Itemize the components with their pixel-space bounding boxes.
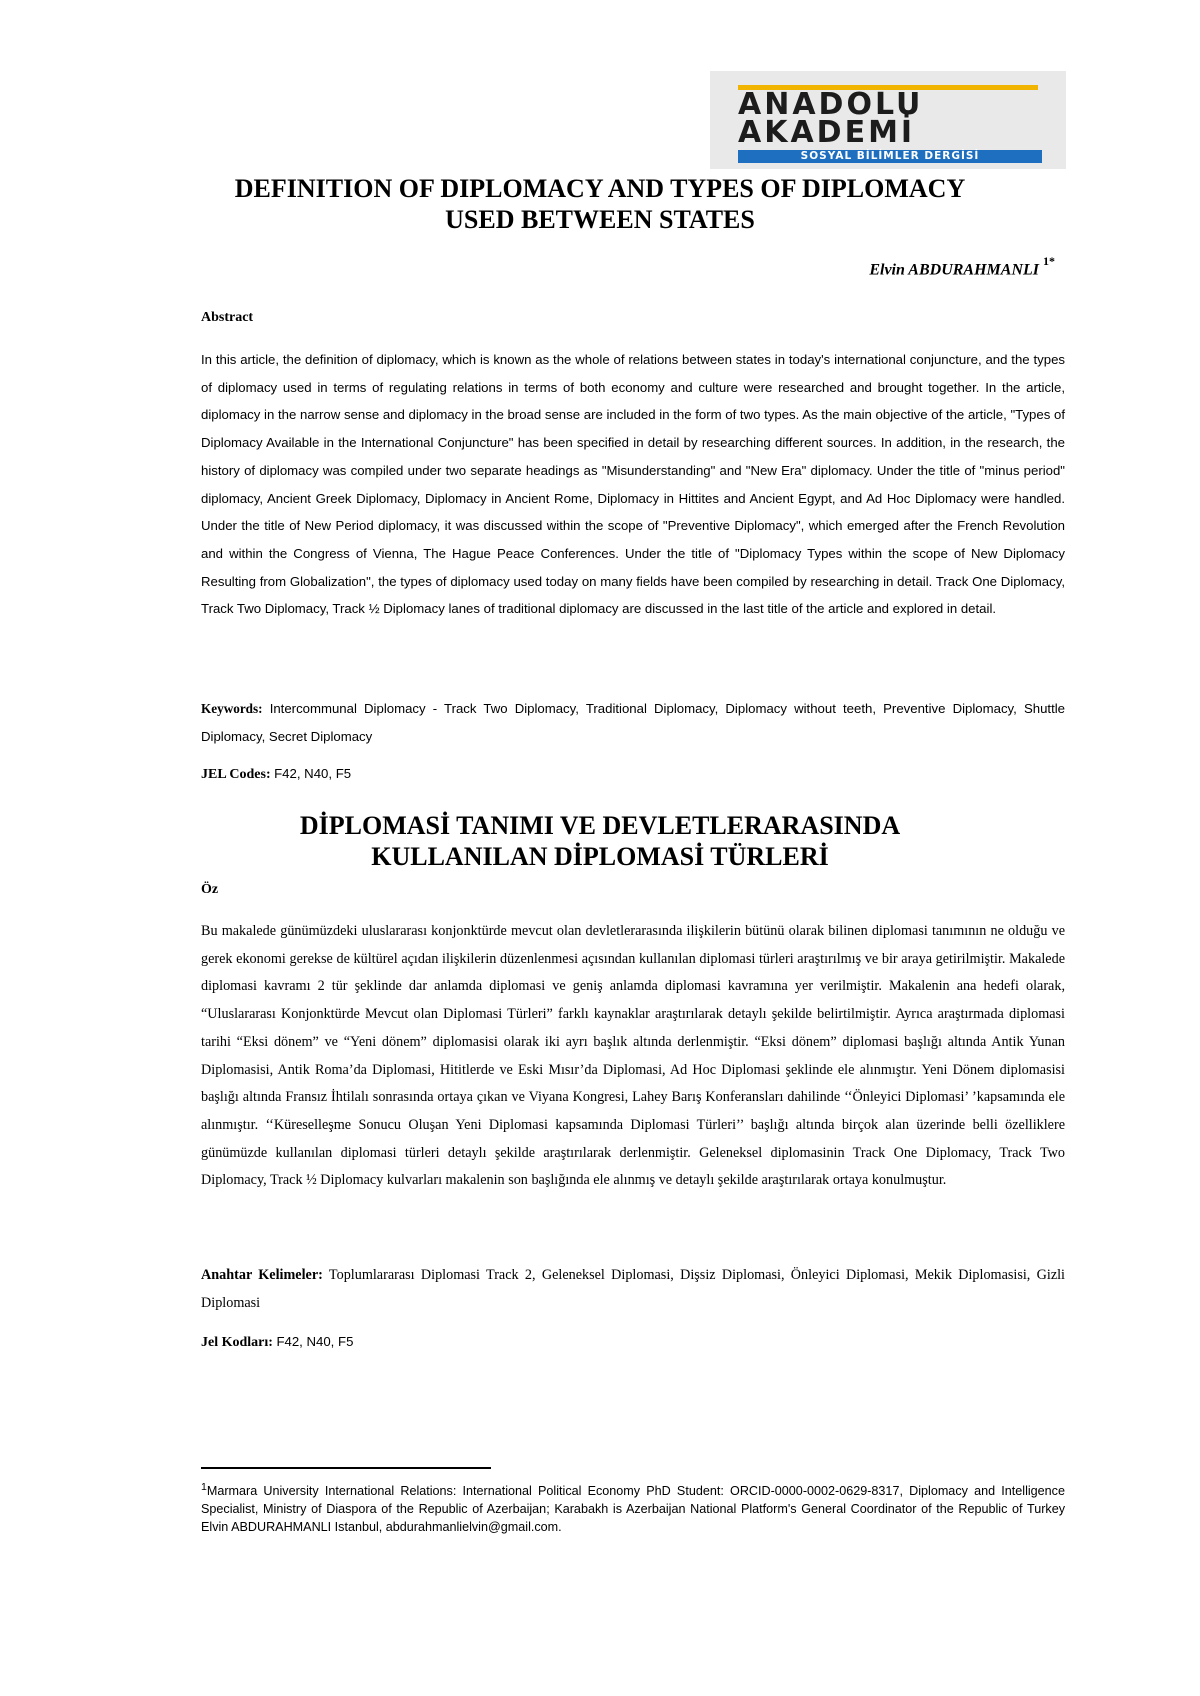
keywords-value: Intercommunal Diplomacy - Track Two Diplomacy, Traditional Diplomacy, Diplomacy without teeth, Preventive Diplomacy, Shuttle Diplomacy, Secret Diplomacy — [201, 701, 1065, 744]
jel-kodlari-value: F42, N40, F5 — [276, 1334, 354, 1349]
english-title-line2: USED BETWEEN STATES — [445, 205, 755, 234]
abstract-heading-block — [201, 310, 1065, 326]
keywords-en — [201, 695, 1065, 750]
jel-value: F42, N40, F5 — [274, 766, 352, 781]
footnote-text: Marmara University International Relations: International Political Economy PhD Student: ORCID-0000-0002-0629-8317, Diplomacy and Intelligence Specialist, Ministry of Diaspora of the Republic of Azerbaijan; Karabakh is Azerbaijan National Platform's General Coordinator of the Republic of Turkey Elvin ABDURAHMANLI Istanbul, abdurahmanlielvin@gmail.com. — [201, 1484, 1065, 1535]
logo-text-line2: AKADEMİ — [738, 115, 916, 150]
turkish-title-line2: KULLANILAN DİPLOMASİ TÜRLERİ — [371, 842, 829, 871]
author-name: Elvin ABDURAHMANLI — [869, 261, 1039, 279]
anahtar-kelimeler-label: Anahtar Kelimeler: — [201, 1267, 323, 1283]
english-title-line1: DEFINITION OF DIPLOMACY AND TYPES OF DIPLOMACY — [234, 174, 966, 203]
abstract-heading: Abstract — [201, 310, 254, 325]
turkish-title-line1: DİPLOMASİ TANIMI VE DEVLETLERARASINDA — [299, 811, 901, 840]
footnote-marker: 1 — [201, 1481, 207, 1493]
jel-codes-en — [201, 766, 1065, 783]
jel-codes-tr — [201, 1334, 1065, 1351]
anahtar-kelimeler-value: Toplumlararası Diplomasi Track 2, Geleneksel Diplomasi, Dişsiz Diplomasi, Önleyici Diplomasi, Mekik Diplomasisi, Gizli Diplomasi — [201, 1267, 1066, 1311]
logo-subtitle: SOSYAL BİLİMLER DERGİSİ — [738, 150, 1042, 163]
keywords-tr — [201, 1262, 1065, 1317]
oz-heading: Öz — [201, 882, 219, 897]
oz-heading-block — [201, 882, 1065, 898]
oz-text: Bu makalede günümüzdeki uluslararası konjonktürde mevcut olan devletlerarasında ilişkilerin bütünü olarak bilinen diplomasi tanımının ne olduğu ve gerek ekonomi gerekse de kültürel açıdan ilişkilerin düzenlenmesi açısından kullanılan diplomasi türleri araştırılmış ve bir araya getirilmiştir. Makalede diplomasi kavramı 2 tür şeklinde dar anlamda diplomasi ve geniş anlamda diplomasi kavramına yer verilmiştir. Makalenin ana hedefi olarak, “Uluslararası Konjonktürde Mevcut olan Diplomasi Türleri” farklı kaynaklar araştırılarak detaylı şekilde belirtilmiştir. Ayrıca araştırmada diplomasi tarihi “Eksi dönem” ve “Yeni dönem” diplomasisi olarak iki ayrı başlık altında derlenmiştir. “Eksi dönem” diplomasi başlığı altında Antik Yunan Diplomasisi, Antik Roma’da Diplomasi, Hititlerde ve Eski Mısır’da Diplomasi, Ad Hoc Diplomasi şeklinde ele alınmıştır. Yeni Dönem diplomasisi başlığı altında Fransız İhtilalı sonrasında ortaya çıkan ve Viyana Kongresi, Lahey Barış Konferansları dahilinde ‘‘Önleyici Diplomasi’ ’kapsamında ele alınmıştır. ‘‘Küreselleşme Sonucu Oluşan Yeni Diplomasi kapsamında Diplomasi Türleri’’ başlığı altında birçok alan üzerinde belli özelliklere günümüzde kullanılan diplomasi türleri detaylı şekilde araştırılarak derlenmiştir. Geleneksel diplomasinin Track One Diplomacy, Track Two Diplomacy, Track ½ Diplomacy kulvarları makalenin son başlığında ele alınmış ve detaylı şekilde araştırılarak ortaya konulmuştur. — [201, 923, 1065, 1189]
author-footnote-marker: 1* — [1043, 254, 1055, 268]
turkish-title — [150, 810, 1050, 872]
jel-kodlari-label: Jel Kodları: — [201, 1335, 273, 1350]
journal-logo — [710, 71, 1066, 169]
footnote — [201, 1478, 1065, 1536]
author-line — [869, 254, 1055, 279]
footnote-divider — [201, 1467, 491, 1469]
jel-label: JEL Codes: — [201, 767, 271, 782]
english-title — [150, 173, 1050, 235]
abstract-text: In this article, the definition of diplomacy, which is known as the whole of relations between states in today's international conjuncture, and the types of diplomacy used in terms of regulating relations in terms of both economy and culture were researched and brought together. In the article, diplomacy in the narrow sense and diplomacy in the broad sense are included in the form of two types. As the main objective of the article, "Types of Diplomacy Available in the International Conjuncture" has been specified in detail by researching different sources. In addition, in the research, the history of diplomacy was compiled under two separate headings as "Misunderstanding" and "New Era" diplomacy. Under the title of "minus period" diplomacy, Ancient Greek Diplomacy, Diplomacy in Ancient Rome, Diplomacy in Hittites and Ancient Egypt, and Ad Hoc Diplomacy were handled. Under the title of New Period diplomacy, it was discussed within the scope of "Preventive Diplomacy", which emerged after the French Revolution and within the Congress of Vienna, The Hague Peace Conferences. Under the title of "Diplomacy Types within the scope of New Diplomacy Resulting from Globalization", the types of diplomacy used today on many fields have been compiled by researching in detail. Track One Diplomacy, Track Two Diplomacy, Track ½ Diplomacy lanes of traditional diplomacy are discussed in the last title of the article and explored in detail. — [201, 352, 1065, 617]
keywords-label: Keywords: — [201, 701, 263, 716]
logo-text-line1: ANADOLU — [738, 87, 924, 122]
